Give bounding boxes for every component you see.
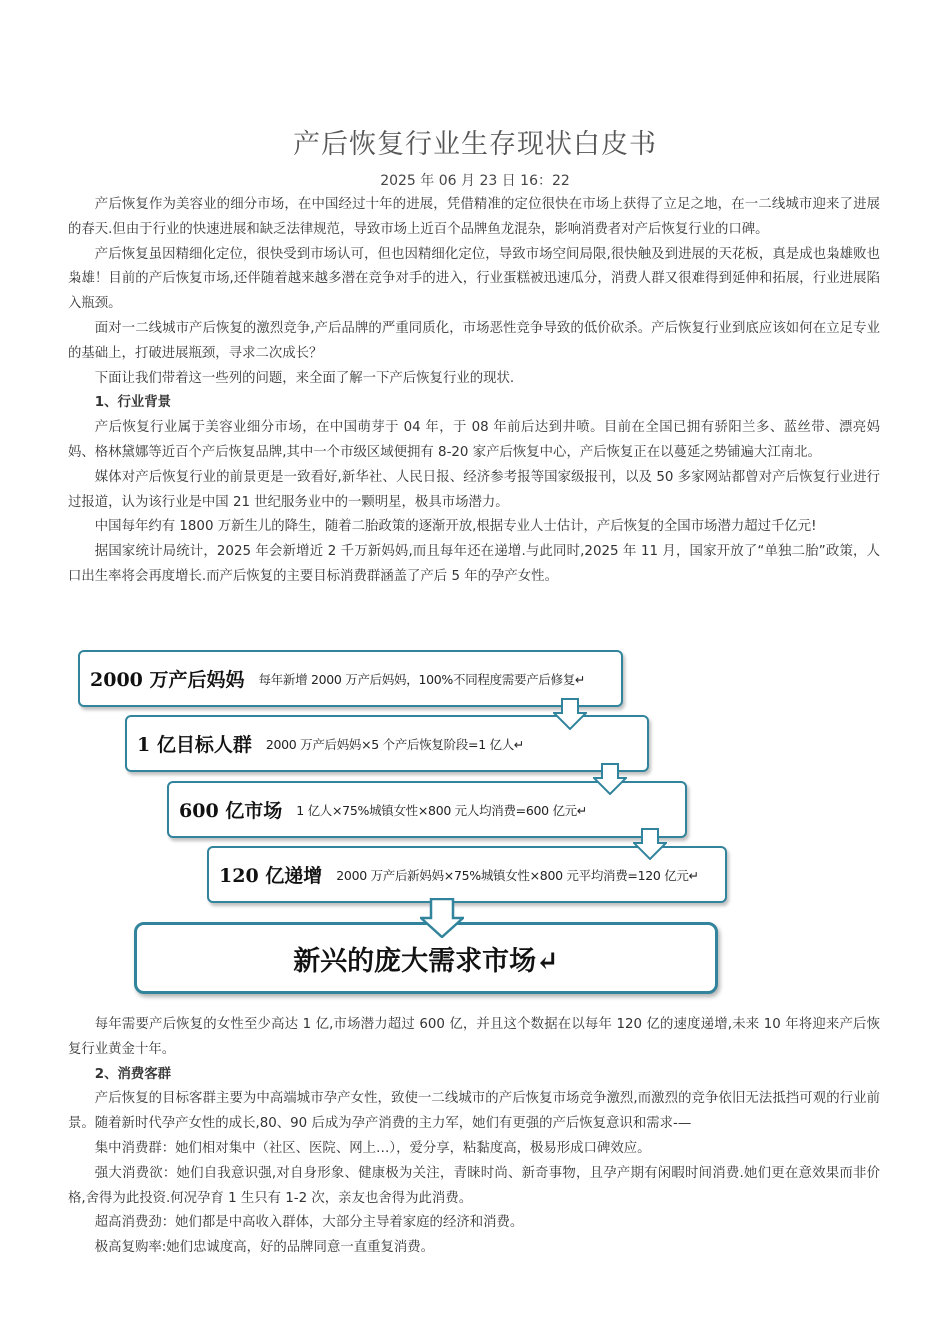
section-2-paragraph-3: 强大消费欲：她们自我意识强,对自身形象、健康极为关注，青睐时尚、新奇事物，且孕产期有闲暇时间消费.她们更在意效果而非价格,舍得为此投资.何况孕育 1 生只有 1-2 次，亲友也舍得为此消费。	[68, 1165, 880, 1206]
intro-paragraph-3: 面对一二线城市产后恢复的激烈竞争,产后品牌的严重同质化，市场恶性竞争导致的低价砍杀。产后恢复行业到底应该如何在立足专业的基础上，打破进展瓶颈，寻求二次成长？	[68, 320, 880, 361]
flow-step-3-title: 600 亿市场	[179, 800, 283, 822]
market-flow-diagram	[70, 648, 750, 1000]
body-part-1	[68, 193, 880, 590]
section-1-paragraph-2: 媒体对产后恢复行业的前景更是一致看好,新华社、人民日报、经济参考报等国家级报刊，以及 50 多家网站都曾对产后恢复行业进行过报道，认为该行业是中国 21 世纪服务业中的一颗明星，极具市场潜力。	[68, 469, 880, 510]
flow-step-1-title: 2000 万产后妈妈	[90, 669, 245, 691]
section-2-paragraph-5: 极高复购率:她们忠诚度高，好的品牌同意一直重复消费。	[94, 1240, 435, 1256]
down-arrow-icon	[420, 898, 464, 938]
section-2-paragraph-4: 超高消费劲：她们都是中高收入群体，大部分主导着家庭的经济和消费。	[94, 1215, 524, 1231]
intro-paragraph-1: 产后恢复作为美容业的细分市场，在中国经过十年的进展，凭借精准的定位很快在市场上获得了立足之地，在一二线城市迎来了进展的春天.但由于行业的快速进展和缺乏法律规范，导致市场上近百个品牌鱼龙混杂，影响消费者对产后恢复行业的口碑。	[68, 197, 880, 237]
flow-step-2-desc: 2000 万产后妈妈×5 个产后恢复阶段=1 亿人↵	[265, 736, 525, 752]
flow-step-1	[78, 650, 623, 707]
document-title: 产后恢复行业生存现状白皮书	[293, 129, 657, 160]
flow-step-4-title: 120 亿递增	[219, 865, 323, 887]
section-2-paragraph-1: 产后恢复的目标客群主要为中高端城市孕产女性，致使一二线城市的产后恢复市场竞争激烈,而激烈的竞争依旧无法抵挡可观的行业前景。随着新时代孕产女性的成长,80、90 后成为孕产消费的主力军，她们有更强的产后恢复意识和需求-—	[68, 1091, 880, 1132]
down-arrow-icon	[633, 828, 667, 860]
flow-step-3-desc: 1 亿人×75%城镇女性×800 元人均消费=600 亿元↵	[296, 802, 588, 818]
intro-paragraph-2: 产后恢复虽因精细化定位，很快受到市场认可，但也因精细化定位，导致市场空间局限,很快触及到进展的天花板，真是成也枭雄败也枭雄！目前的产后恢复市场,还伴随着越来越多潜在竞争对手的进入，行业蛋糕被迅速瓜分，消费人群又很难得到延伸和拓展，行业进展陷入瓶颈。	[68, 246, 880, 312]
flow-step-4-desc: 2000 万产后新妈妈×75%城镇女性×800 元平均消费=120 亿元↵	[336, 867, 699, 883]
document-date: 2025 年 06 月 23 日 16：22	[380, 173, 570, 189]
flow-final-text: 新兴的庞大需求市场↵	[293, 945, 559, 977]
section-2-heading: 2、消费客群	[94, 1066, 172, 1082]
intro-paragraph-4: 下面让我们带着这一些列的问题，来全面了解一下产后恢复行业的现状.	[94, 370, 515, 386]
body-part-2	[68, 1013, 880, 1261]
down-arrow-icon	[593, 763, 627, 795]
section-1-paragraph-1: 产后恢复行业属于美容业细分市场，在中国萌芽于 04 年，于 08 年前后达到井喷。目前在全国已拥有骄阳兰多、蓝丝带、漂亮妈妈、格林黛娜等近百个产后恢复品牌,其中一个市级区域便拥有 8-20 家产后恢复中心，产后恢复正在以蔓延之势铺遍大江南北。	[68, 420, 880, 460]
down-arrow-icon	[553, 698, 587, 730]
section-1-paragraph-3: 中国每年约有 1800 万新生儿的降生，随着二胎政策的逐渐开放,根据专业人士估计，产后恢复的全国市场潜力超过千亿元!	[94, 519, 817, 535]
section-2-paragraph-2: 集中消费群：她们相对集中（社区、医院、网上…），爱分享，粘黏度高，极易形成口碑效应。	[94, 1140, 651, 1156]
flow-step-1-desc: 每年新增 2000 万产后妈妈，100%不同程度需要产后修复↵	[258, 671, 586, 687]
after-diagram-paragraph: 每年需要产后恢复的女性至少高达 1 亿,市场潜力超过 600 亿，并且这个数据在以每年 120 亿的速度递增,未来 10 年将迎来产后恢复行业黄金十年。	[68, 1017, 880, 1057]
section-1-heading: 1、行业背景	[94, 395, 172, 411]
flow-step-2-title: 1 亿目标人群	[137, 734, 252, 756]
section-1-paragraph-4: 据国家统计局统计，2025 年会新增近 2 千万新妈妈,而且每年还在递增.与此同时,2025 年 11 月，国家开放了“单独二胎”政策，人口出生率将会再度增长.而产后恢复的主要目标消费群涵盖了产后 5 年的孕产女性。	[68, 544, 880, 584]
